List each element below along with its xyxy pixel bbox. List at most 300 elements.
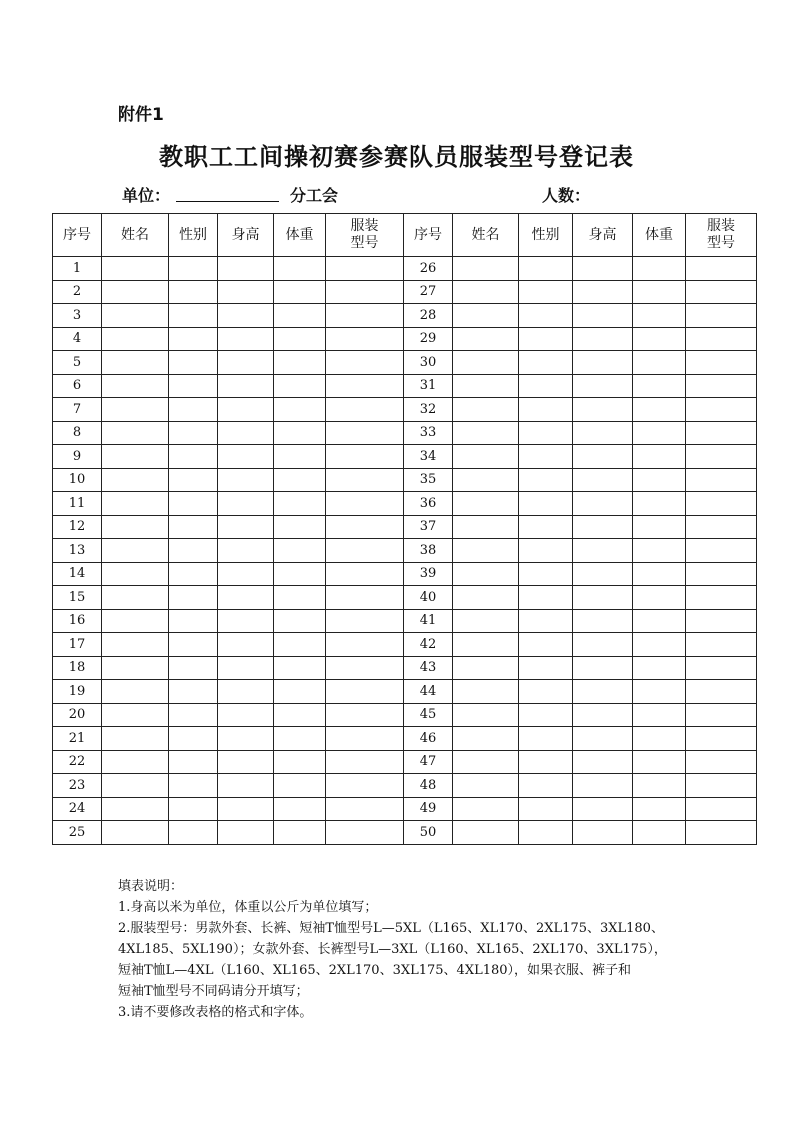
entry-cell[interactable] <box>274 633 326 657</box>
entry-cell[interactable] <box>633 821 686 845</box>
entry-cell[interactable] <box>519 445 573 469</box>
entry-cell[interactable] <box>633 515 686 539</box>
header-cell: 身高 <box>218 214 274 257</box>
entry-cell[interactable] <box>453 327 519 351</box>
entry-cell[interactable] <box>519 821 573 845</box>
entry-cell[interactable] <box>326 586 404 610</box>
entry-cell[interactable] <box>573 703 633 727</box>
entry-cell[interactable] <box>326 703 404 727</box>
entry-cell[interactable] <box>274 703 326 727</box>
entry-cell[interactable] <box>573 351 633 375</box>
entry-cell[interactable] <box>218 562 274 586</box>
entry-cell[interactable] <box>326 539 404 563</box>
entry-cell[interactable] <box>326 280 404 304</box>
entry-cell[interactable] <box>573 304 633 328</box>
entry-cell[interactable] <box>633 586 686 610</box>
entry-cell[interactable] <box>326 257 404 281</box>
entry-cell[interactable] <box>633 656 686 680</box>
entry-cell[interactable] <box>326 398 404 422</box>
entry-cell[interactable] <box>169 515 218 539</box>
entry-cell[interactable] <box>169 304 218 328</box>
entry-cell[interactable] <box>218 492 274 516</box>
entry-cell[interactable] <box>102 586 169 610</box>
entry-cell[interactable] <box>102 750 169 774</box>
entry-cell[interactable] <box>274 468 326 492</box>
entry-cell[interactable] <box>686 421 757 445</box>
entry-cell[interactable] <box>633 374 686 398</box>
entry-cell[interactable] <box>573 445 633 469</box>
row-number: 23 <box>53 774 102 798</box>
entry-cell[interactable] <box>573 327 633 351</box>
table-row <box>53 351 757 375</box>
header-cell: 服装 型号 <box>326 214 404 257</box>
table-row <box>53 821 757 845</box>
entry-cell[interactable] <box>686 257 757 281</box>
table-row <box>53 398 757 422</box>
entry-cell[interactable] <box>102 515 169 539</box>
entry-cell[interactable] <box>453 421 519 445</box>
entry-cell[interactable] <box>633 351 686 375</box>
entry-cell[interactable] <box>453 445 519 469</box>
entry-cell[interactable] <box>274 327 326 351</box>
entry-cell[interactable] <box>102 821 169 845</box>
entry-cell[interactable] <box>519 656 573 680</box>
entry-cell[interactable] <box>102 304 169 328</box>
entry-cell[interactable] <box>102 609 169 633</box>
entry-cell[interactable] <box>519 750 573 774</box>
entry-cell[interactable] <box>573 280 633 304</box>
entry-cell[interactable] <box>519 539 573 563</box>
entry-cell[interactable] <box>169 680 218 704</box>
table-row <box>53 703 757 727</box>
entry-cell[interactable] <box>573 797 633 821</box>
entry-cell[interactable] <box>519 374 573 398</box>
entry-cell[interactable] <box>102 680 169 704</box>
table-row <box>53 515 757 539</box>
entry-cell[interactable] <box>326 656 404 680</box>
entry-cell[interactable] <box>686 750 757 774</box>
entry-cell[interactable] <box>274 680 326 704</box>
entry-cell[interactable] <box>633 797 686 821</box>
entry-cell[interactable] <box>326 515 404 539</box>
row-number: 39 <box>404 562 453 586</box>
row-number: 1 <box>53 257 102 281</box>
entry-cell[interactable] <box>102 374 169 398</box>
entry-cell[interactable] <box>633 703 686 727</box>
entry-cell[interactable] <box>274 280 326 304</box>
entry-cell[interactable] <box>453 727 519 751</box>
entry-cell[interactable] <box>326 304 404 328</box>
entry-cell[interactable] <box>169 351 218 375</box>
entry-cell[interactable] <box>633 750 686 774</box>
entry-cell[interactable] <box>169 280 218 304</box>
entry-cell[interactable] <box>633 680 686 704</box>
entry-cell[interactable] <box>686 492 757 516</box>
entry-cell[interactable] <box>633 445 686 469</box>
entry-cell[interactable] <box>686 445 757 469</box>
entry-cell[interactable] <box>102 421 169 445</box>
entry-cell[interactable] <box>274 727 326 751</box>
entry-cell[interactable] <box>102 327 169 351</box>
entry-cell[interactable] <box>274 586 326 610</box>
entry-cell[interactable] <box>686 468 757 492</box>
entry-cell[interactable] <box>218 656 274 680</box>
entry-cell[interactable] <box>218 633 274 657</box>
entry-cell[interactable] <box>169 562 218 586</box>
entry-cell[interactable] <box>453 797 519 821</box>
entry-cell[interactable] <box>218 280 274 304</box>
entry-cell[interactable] <box>633 280 686 304</box>
row-number: 43 <box>404 656 453 680</box>
entry-cell[interactable] <box>218 445 274 469</box>
entry-cell[interactable] <box>169 750 218 774</box>
row-number: 37 <box>404 515 453 539</box>
entry-cell[interactable] <box>274 774 326 798</box>
entry-cell[interactable] <box>218 421 274 445</box>
table-row <box>53 445 757 469</box>
entry-cell[interactable] <box>274 421 326 445</box>
entry-cell[interactable] <box>274 750 326 774</box>
entry-cell[interactable] <box>274 515 326 539</box>
entry-cell[interactable] <box>218 727 274 751</box>
entry-cell[interactable] <box>274 351 326 375</box>
entry-cell[interactable] <box>169 609 218 633</box>
entry-cell[interactable] <box>274 821 326 845</box>
entry-cell[interactable] <box>686 586 757 610</box>
entry-cell[interactable] <box>453 774 519 798</box>
entry-cell[interactable] <box>169 727 218 751</box>
entry-cell[interactable] <box>686 515 757 539</box>
entry-cell[interactable] <box>326 445 404 469</box>
entry-cell[interactable] <box>218 797 274 821</box>
row-number: 18 <box>53 656 102 680</box>
table-row <box>53 633 757 657</box>
entry-cell[interactable] <box>519 586 573 610</box>
entry-cell[interactable] <box>453 680 519 704</box>
entry-cell[interactable] <box>633 774 686 798</box>
count-label: 人数： <box>542 186 591 205</box>
header-cell: 体重 <box>274 214 326 257</box>
entry-cell[interactable] <box>274 304 326 328</box>
entry-cell[interactable] <box>686 304 757 328</box>
entry-cell[interactable] <box>633 468 686 492</box>
entry-cell[interactable] <box>519 304 573 328</box>
entry-cell[interactable] <box>686 656 757 680</box>
entry-cell[interactable] <box>573 774 633 798</box>
entry-cell[interactable] <box>102 797 169 821</box>
entry-cell[interactable] <box>519 797 573 821</box>
entry-cell[interactable] <box>573 727 633 751</box>
entry-cell[interactable] <box>453 492 519 516</box>
entry-cell[interactable] <box>573 374 633 398</box>
entry-cell[interactable] <box>218 609 274 633</box>
entry-cell[interactable] <box>169 327 218 351</box>
entry-cell[interactable] <box>573 821 633 845</box>
entry-cell[interactable] <box>573 633 633 657</box>
row-number: 30 <box>404 351 453 375</box>
entry-cell[interactable] <box>519 257 573 281</box>
entry-cell[interactable] <box>102 539 169 563</box>
entry-cell[interactable] <box>686 398 757 422</box>
entry-cell[interactable] <box>686 703 757 727</box>
entry-cell[interactable] <box>169 421 218 445</box>
row-number: 7 <box>53 398 102 422</box>
entry-cell[interactable] <box>573 421 633 445</box>
entry-cell[interactable] <box>573 562 633 586</box>
entry-cell[interactable] <box>573 468 633 492</box>
entry-cell[interactable] <box>169 374 218 398</box>
entry-cell[interactable] <box>686 821 757 845</box>
entry-cell[interactable] <box>169 586 218 610</box>
entry-cell[interactable] <box>453 609 519 633</box>
entry-cell[interactable] <box>573 609 633 633</box>
entry-cell[interactable] <box>519 609 573 633</box>
entry-cell[interactable] <box>169 797 218 821</box>
row-number: 47 <box>404 750 453 774</box>
entry-cell[interactable] <box>519 280 573 304</box>
entry-cell[interactable] <box>218 680 274 704</box>
entry-cell[interactable] <box>274 257 326 281</box>
entry-cell[interactable] <box>326 492 404 516</box>
entry-cell[interactable] <box>453 257 519 281</box>
entry-cell[interactable] <box>633 539 686 563</box>
entry-cell[interactable] <box>274 374 326 398</box>
entry-cell[interactable] <box>169 633 218 657</box>
entry-cell[interactable] <box>218 821 274 845</box>
entry-cell[interactable] <box>519 421 573 445</box>
row-number: 46 <box>404 727 453 751</box>
table-row <box>53 374 757 398</box>
entry-cell[interactable] <box>326 727 404 751</box>
entry-cell[interactable] <box>274 539 326 563</box>
entry-cell[interactable] <box>686 374 757 398</box>
entry-cell[interactable] <box>326 562 404 586</box>
entry-cell[interactable] <box>102 257 169 281</box>
entry-cell[interactable] <box>326 327 404 351</box>
entry-cell[interactable] <box>453 703 519 727</box>
entry-cell[interactable] <box>218 398 274 422</box>
entry-cell[interactable] <box>453 304 519 328</box>
entry-cell[interactable] <box>326 750 404 774</box>
entry-cell[interactable] <box>102 703 169 727</box>
entry-cell[interactable] <box>169 257 218 281</box>
entry-cell[interactable] <box>218 539 274 563</box>
entry-cell[interactable] <box>453 374 519 398</box>
table-row <box>53 421 757 445</box>
table-row <box>53 727 757 751</box>
row-number: 9 <box>53 445 102 469</box>
entry-cell[interactable] <box>274 398 326 422</box>
entry-cell[interactable] <box>218 304 274 328</box>
entry-cell[interactable] <box>686 280 757 304</box>
entry-cell[interactable] <box>169 821 218 845</box>
notes-line: 1.身高以米为单位，体重以公斤为单位填写； <box>118 900 378 915</box>
entry-cell[interactable] <box>519 398 573 422</box>
entry-cell[interactable] <box>274 656 326 680</box>
entry-cell[interactable] <box>102 562 169 586</box>
entry-cell[interactable] <box>686 774 757 798</box>
entry-cell[interactable] <box>453 562 519 586</box>
entry-cell[interactable] <box>218 586 274 610</box>
entry-cell[interactable] <box>218 351 274 375</box>
row-number: 20 <box>53 703 102 727</box>
entry-cell[interactable] <box>686 539 757 563</box>
union-label: 分工会 <box>290 186 339 205</box>
entry-cell[interactable] <box>218 327 274 351</box>
entry-cell[interactable] <box>274 609 326 633</box>
entry-cell[interactable] <box>519 703 573 727</box>
entry-cell[interactable] <box>686 609 757 633</box>
row-number: 14 <box>53 562 102 586</box>
entry-cell[interactable] <box>453 586 519 610</box>
entry-cell[interactable] <box>169 492 218 516</box>
entry-cell[interactable] <box>573 539 633 563</box>
row-number: 42 <box>404 633 453 657</box>
entry-cell[interactable] <box>519 351 573 375</box>
entry-cell[interactable] <box>218 750 274 774</box>
entry-cell[interactable] <box>102 445 169 469</box>
table-row <box>53 492 757 516</box>
entry-cell[interactable] <box>686 633 757 657</box>
unit-blank-field[interactable] <box>176 201 279 202</box>
entry-cell[interactable] <box>326 774 404 798</box>
row-number: 41 <box>404 609 453 633</box>
entry-cell[interactable] <box>519 727 573 751</box>
entry-cell[interactable] <box>326 468 404 492</box>
entry-cell[interactable] <box>573 398 633 422</box>
entry-cell[interactable] <box>573 257 633 281</box>
entry-cell[interactable] <box>218 703 274 727</box>
entry-cell[interactable] <box>169 445 218 469</box>
entry-cell[interactable] <box>102 468 169 492</box>
row-number: 32 <box>404 398 453 422</box>
entry-cell[interactable] <box>633 257 686 281</box>
entry-cell[interactable] <box>519 680 573 704</box>
table-row <box>53 468 757 492</box>
entry-cell[interactable] <box>102 774 169 798</box>
entry-cell[interactable] <box>218 374 274 398</box>
entry-cell[interactable] <box>102 727 169 751</box>
entry-cell[interactable] <box>453 515 519 539</box>
entry-cell[interactable] <box>326 609 404 633</box>
row-number: 13 <box>53 539 102 563</box>
entry-cell[interactable] <box>453 468 519 492</box>
entry-cell[interactable] <box>453 398 519 422</box>
entry-cell[interactable] <box>686 797 757 821</box>
header-cell: 性别 <box>169 214 218 257</box>
entry-cell[interactable] <box>573 515 633 539</box>
entry-cell[interactable] <box>686 562 757 586</box>
row-number: 2 <box>53 280 102 304</box>
entry-cell[interactable] <box>274 492 326 516</box>
entry-cell[interactable] <box>326 797 404 821</box>
entry-cell[interactable] <box>573 656 633 680</box>
entry-cell[interactable] <box>453 633 519 657</box>
entry-cell[interactable] <box>519 492 573 516</box>
entry-cell[interactable] <box>453 821 519 845</box>
entry-cell[interactable] <box>633 327 686 351</box>
entry-cell[interactable] <box>453 351 519 375</box>
entry-cell[interactable] <box>686 727 757 751</box>
row-number: 17 <box>53 633 102 657</box>
entry-cell[interactable] <box>633 609 686 633</box>
entry-cell[interactable] <box>169 656 218 680</box>
entry-cell[interactable] <box>102 656 169 680</box>
entry-cell[interactable] <box>102 280 169 304</box>
entry-cell[interactable] <box>218 774 274 798</box>
entry-cell[interactable] <box>573 680 633 704</box>
entry-cell[interactable] <box>453 656 519 680</box>
notes-section <box>118 876 718 1023</box>
entry-cell[interactable] <box>169 774 218 798</box>
table-row <box>53 680 757 704</box>
entry-cell[interactable] <box>326 374 404 398</box>
entry-cell[interactable] <box>519 327 573 351</box>
entry-cell[interactable] <box>274 797 326 821</box>
entry-cell[interactable] <box>686 680 757 704</box>
table-row <box>53 586 757 610</box>
entry-cell[interactable] <box>326 633 404 657</box>
entry-cell[interactable] <box>102 398 169 422</box>
entry-cell[interactable] <box>633 727 686 751</box>
row-number: 6 <box>53 374 102 398</box>
row-number: 22 <box>53 750 102 774</box>
entry-cell[interactable] <box>218 468 274 492</box>
entry-cell[interactable] <box>218 257 274 281</box>
entry-cell[interactable] <box>453 750 519 774</box>
entry-cell[interactable] <box>519 468 573 492</box>
header-cell: 序号 <box>404 214 453 257</box>
entry-cell[interactable] <box>633 562 686 586</box>
entry-cell[interactable] <box>519 774 573 798</box>
entry-cell[interactable] <box>453 280 519 304</box>
entry-cell[interactable] <box>519 633 573 657</box>
entry-cell[interactable] <box>633 421 686 445</box>
entry-cell[interactable] <box>274 562 326 586</box>
entry-cell[interactable] <box>326 821 404 845</box>
entry-cell[interactable] <box>169 703 218 727</box>
entry-cell[interactable] <box>102 492 169 516</box>
row-number: 26 <box>404 257 453 281</box>
entry-cell[interactable] <box>218 515 274 539</box>
entry-cell[interactable] <box>453 539 519 563</box>
entry-cell[interactable] <box>519 515 573 539</box>
entry-cell[interactable] <box>519 562 573 586</box>
entry-cell[interactable] <box>686 327 757 351</box>
entry-cell[interactable] <box>686 351 757 375</box>
entry-cell[interactable] <box>169 398 218 422</box>
entry-cell[interactable] <box>274 445 326 469</box>
entry-cell[interactable] <box>326 680 404 704</box>
entry-cell[interactable] <box>633 633 686 657</box>
entry-cell[interactable] <box>633 398 686 422</box>
entry-cell[interactable] <box>573 586 633 610</box>
table-row <box>53 774 757 798</box>
row-number: 15 <box>53 586 102 610</box>
entry-cell[interactable] <box>102 633 169 657</box>
entry-cell[interactable] <box>326 421 404 445</box>
entry-cell[interactable] <box>169 539 218 563</box>
entry-cell[interactable] <box>633 304 686 328</box>
entry-cell[interactable] <box>169 468 218 492</box>
row-number: 24 <box>53 797 102 821</box>
entry-cell[interactable] <box>573 750 633 774</box>
entry-cell[interactable] <box>573 492 633 516</box>
entry-cell[interactable] <box>326 351 404 375</box>
entry-cell[interactable] <box>102 351 169 375</box>
row-number: 34 <box>404 445 453 469</box>
entry-cell[interactable] <box>633 492 686 516</box>
